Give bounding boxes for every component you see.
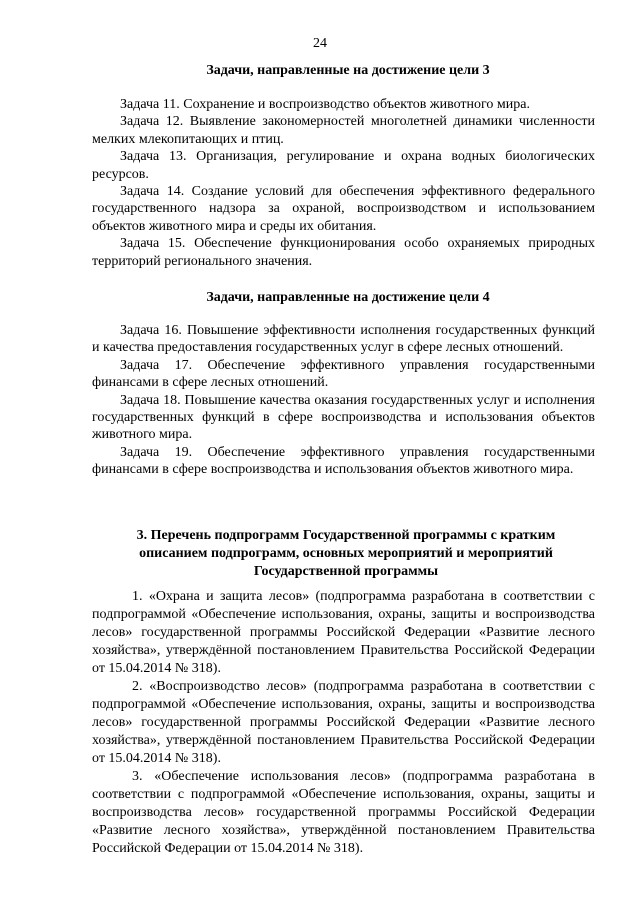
subprogram-item-2: 2. «Воспроизводство лесов» (подпрограмма разработана в соответствии с подпрограммой «Обеспечение использования, охраны, защиты и воспроизводства лесов» государственной программы Российской Федерации «Развитие лесного хозяйства», утверждённой постановлением Правительства Российской Федерации от 15.04.2014 № 318). <box>92 679 595 766</box>
goal4-task-19: Задача 19. Обеспечение эффективного управления государственными финансами в сфере воспроизводства и использования объектов животного мира. <box>92 444 595 478</box>
section3-heading: 3. Перечень подпрограмм Государственной программы с кратким описанием подпрограмм, основных мероприятий и мероприятий Государственной программы <box>136 528 556 579</box>
goal3-heading: Задачи, направленные на достижение цели 3 <box>206 63 490 78</box>
subprogram-item-3: 3. «Обеспечение использования лесов» (подпрограмма разработана в соответствии с подпрограммой «Обеспечение использования, охраны, защиты и воспроизводства лесов» государственной программы Российской Федерации «Развитие лесного хозяйства», утверждённой постановлением Правительства Российской Федерации от 15.04.2014 № 318). <box>92 769 595 856</box>
goal4-task-16: Задача 16. Повышение эффективности исполнения государственных функций и качества предоставления государственных услуг в сфере лесных отношений. <box>92 323 595 356</box>
page-number: 24 <box>313 36 327 51</box>
goal3-task-13: Задача 13. Организация, регулирование и охрана водных биологических ресурсов. <box>92 149 595 182</box>
goal3-task-14: Задача 14. Создание условий для обеспечения эффективного федерального государственного надзора за охраной, воспроизводством и использованием объектов животного мира и среды их обитания. <box>92 184 595 234</box>
goal4-task-list <box>92 322 595 479</box>
goal3-task-12: Задача 12. Выявление закономерностей многолетней динамики численности мелких млекопитающих и птиц. <box>92 114 595 147</box>
goal3-task-11: Задача 11. Сохранение и воспроизводство объектов животного мира. <box>120 97 530 112</box>
subprogram-item-1: 1. «Охрана и защита лесов» (подпрограмма разработана в соответствии с подпрограммой «Обеспечение использования, охраны, защиты и воспроизводства лесов» государственной программы Российской Федерации «Развитие лесного хозяйства», утверждённой постановлением Правительства Российской Федерации от 15.04.2014 № 318). <box>92 589 595 676</box>
goal4-heading: Задачи, направленные на достижение цели 4 <box>206 290 490 305</box>
goal4-task-18: Задача 18. Повышение качества оказания государственных услуг и исполнения государственных функций в сфере воспроизводства и использования объектов животного мира. <box>92 392 595 443</box>
subprogram-list <box>92 588 595 858</box>
goal3-task-15: Задача 15. Обеспечение функционирования особо охраняемых природных территорий регионального значения. <box>92 236 595 269</box>
goal3-task-list <box>92 96 595 270</box>
goal4-task-17: Задача 17. Обеспечение эффективного управления государственными финансами в сфере лесных отношений. <box>92 357 595 391</box>
